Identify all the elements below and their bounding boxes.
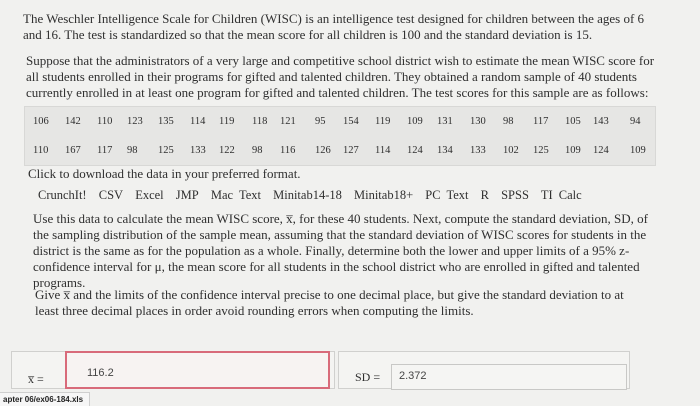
format-link-ti-calc[interactable]: TI Calc <box>540 188 582 202</box>
suppose-paragraph: Suppose that the administrators of a very large and competitive school district wish to estimate the mean WISC score for all students enrolled in their programs for gifted and talented children. They obtained a random sample of 40 students currently enrolled in at least one program for gifted and talented children. The test scores for this sample are as follows: <box>26 53 655 100</box>
format-link-pc-text[interactable]: PC Text <box>425 188 469 202</box>
score-cell: 106 <box>33 116 49 127</box>
download-instructions: Click to download the data in your preferred format. <box>28 166 301 181</box>
score-cell: 123 <box>127 116 143 127</box>
score-cell: 167 <box>65 145 81 156</box>
scores-table <box>24 106 656 166</box>
score-cell: 117 <box>97 145 113 156</box>
format-link-minitab18[interactable]: Minitab18+ <box>354 188 414 202</box>
score-cell: 142 <box>65 116 81 127</box>
intro-paragraph: The Weschler Intelligence Scale for Children (WISC) is an intelligence test designed for children between the ages of 6 and 16. The test is standardized so that the mean score for all children is 100 and the standard deviation is 15. <box>23 11 645 42</box>
scores-row-2 <box>25 142 655 164</box>
score-cell: 110 <box>33 145 49 156</box>
score-cell: 98 <box>252 145 263 156</box>
score-cell: 125 <box>158 145 174 156</box>
score-cell: 114 <box>190 116 206 127</box>
score-cell: 119 <box>219 116 235 127</box>
score-cell: 122 <box>219 145 235 156</box>
format-link-excel[interactable]: Excel <box>135 188 164 202</box>
format-link-minitab14-18[interactable]: Minitab14-18 <box>273 188 342 202</box>
download-file-tab[interactable]: apter 06/ex06-184.xls <box>0 392 90 406</box>
format-link-mac-text[interactable]: Mac Text <box>210 188 261 202</box>
scores-row-1 <box>25 113 655 135</box>
format-link-spss[interactable]: SPSS <box>501 188 529 202</box>
score-cell: 133 <box>470 145 486 156</box>
format-link-crunchit[interactable]: CrunchIt! <box>38 188 87 202</box>
score-cell: 124 <box>593 145 609 156</box>
xbar-label: x̅ = <box>28 372 44 386</box>
score-cell: 102 <box>503 145 519 156</box>
score-cell: 116 <box>280 145 296 156</box>
score-cell: 98 <box>503 116 514 127</box>
score-cell: 127 <box>343 145 359 156</box>
score-cell: 124 <box>407 145 423 156</box>
score-cell: 105 <box>565 116 581 127</box>
score-cell: 98 <box>127 145 138 156</box>
sd-input[interactable]: 2.372 <box>391 364 627 390</box>
task-instructions: Use this data to calculate the mean WISC score, x̅, for these 40 students. Next, compute the standard deviation, SD, of the sampling distribution of the sample mean, assuming that the standard deviation of WISC scores for students in the district is the same as for the population as a whole. Finally, determine both the lower and upper limits of a 95% z-confidence interval for μ, the mean score for all students in the school district who are enrolled in gifted and talented programs. <box>33 211 648 290</box>
score-cell: 117 <box>533 116 549 127</box>
score-cell: 109 <box>565 145 581 156</box>
xbar-input[interactable]: 116.2 <box>65 351 330 389</box>
score-cell: 125 <box>533 145 549 156</box>
score-cell: 118 <box>252 116 268 127</box>
format-link-csv[interactable]: CSV <box>98 188 124 202</box>
precision-instructions: Give x̅ and the limits of the confidence interval precise to one decimal place, but give the standard deviation to at least three decimal places in order avoid rounding errors when computing the limits. <box>35 287 624 318</box>
score-cell: 110 <box>97 116 113 127</box>
score-cell: 109 <box>630 145 646 156</box>
score-cell: 154 <box>343 116 359 127</box>
format-link-r[interactable]: R <box>480 188 489 202</box>
score-cell: 126 <box>315 145 331 156</box>
sd-label: SD = <box>355 370 381 384</box>
score-cell: 114 <box>375 145 391 156</box>
format-link-jmp[interactable]: JMP <box>175 188 199 202</box>
score-cell: 130 <box>470 116 486 127</box>
score-cell: 133 <box>190 145 206 156</box>
score-cell: 135 <box>158 116 174 127</box>
score-cell: 143 <box>593 116 609 127</box>
score-cell: 119 <box>375 116 391 127</box>
format-links <box>38 187 588 203</box>
score-cell: 121 <box>280 116 296 127</box>
score-cell: 94 <box>630 116 641 127</box>
score-cell: 134 <box>437 145 453 156</box>
score-cell: 95 <box>315 116 326 127</box>
score-cell: 109 <box>407 116 423 127</box>
score-cell: 131 <box>437 116 453 127</box>
